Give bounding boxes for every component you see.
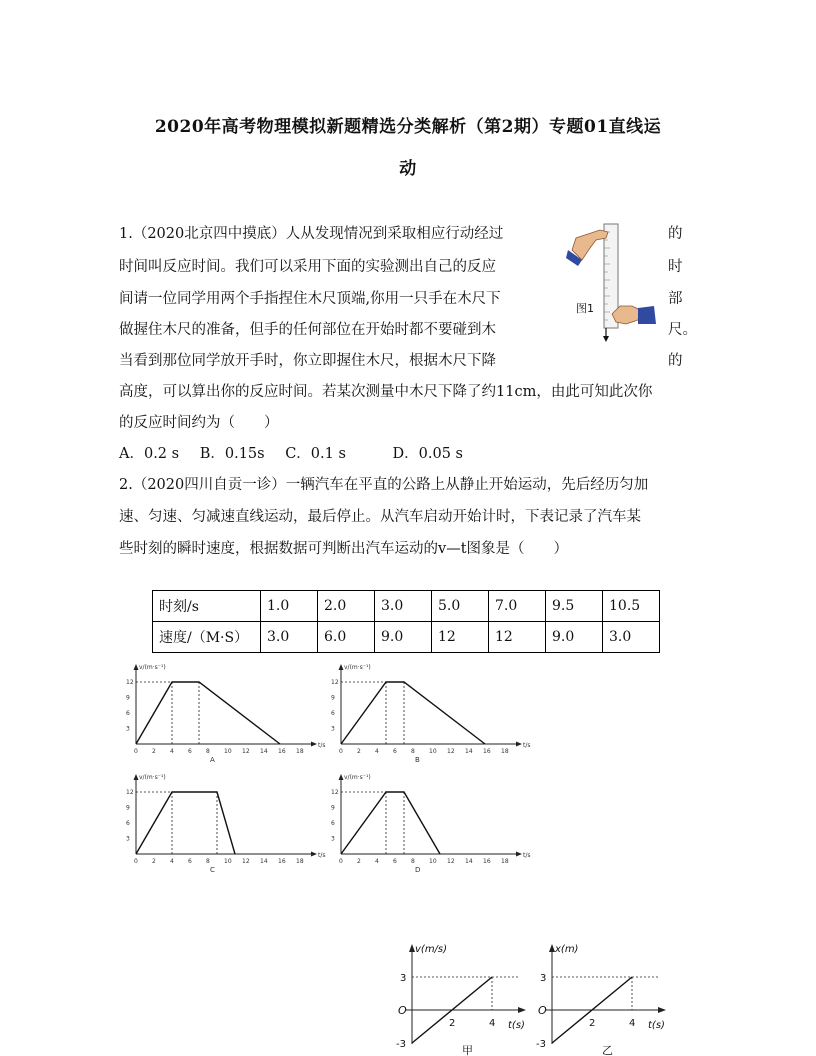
x-axis-arrow [516, 852, 522, 857]
table-cell: 速度/（M·S） [153, 622, 261, 653]
x-axis-label: t/s [318, 742, 326, 749]
origin-label: O [538, 1004, 547, 1017]
table-cell: 1.0 [261, 591, 318, 622]
vt-panel-a [126, 664, 326, 764]
vt-panel-b [331, 664, 531, 764]
table-cell: 10.5 [603, 591, 660, 622]
x-tick-label: 8 [206, 858, 210, 865]
x-axis-arrow [516, 742, 522, 747]
x-axis-label: t/s [523, 852, 531, 859]
x-tick-label: 16 [278, 748, 286, 755]
table-cell: 2.0 [318, 591, 375, 622]
table-cell: 12 [432, 622, 489, 653]
x-tick-label: 4 [170, 858, 174, 865]
y-tick-label: 6 [331, 710, 335, 717]
x-tick-label: 18 [501, 858, 509, 865]
y-tick-label: 12 [126, 789, 134, 796]
x-tick-label: 8 [206, 748, 210, 755]
x-tick-label: 0 [134, 748, 138, 755]
q1-line: 高度，可以算出你的反应时间。若某次测量中木尺下降了约11cm，由此可知此次你 [119, 384, 653, 400]
y-tick-label: -3 [536, 1039, 546, 1050]
y-tick-label: 9 [126, 694, 130, 702]
y-tick-label: 6 [331, 820, 335, 827]
ruler-figure [566, 220, 662, 344]
x-tick-label: 8 [411, 858, 415, 865]
q1-line-end: 部 [668, 291, 683, 307]
x-tick-label: 12 [447, 748, 455, 755]
x-tick-label: 14 [465, 748, 473, 755]
y-axis-label: x(m) [555, 944, 579, 955]
q1-line: 当看到那位同学放开手时，你立即握住木尺，根据木尺下降 [119, 353, 496, 369]
vt-curve [341, 682, 485, 744]
y-axis-label: v/(m·s⁻¹) [344, 664, 371, 671]
x-tick-label: 2 [357, 858, 361, 865]
x-axis-label: t(s) [508, 1020, 525, 1031]
y-axis-arrow [339, 774, 344, 780]
graph-label: 乙 [602, 1044, 613, 1056]
x-tick-label: 18 [501, 748, 509, 755]
x-tick-label: 16 [483, 858, 491, 865]
x-tick-label: 18 [296, 858, 304, 865]
x-tick-label: 10 [429, 858, 437, 865]
x-tick-label: 14 [260, 748, 268, 755]
x-tick-label: 2 [449, 1018, 456, 1029]
x-tick-label: 0 [339, 858, 343, 865]
q1-line-end: 时 [668, 259, 683, 275]
x-tick-label: 0 [134, 858, 138, 865]
x-tick-label: 16 [483, 748, 491, 755]
graph-jia [396, 944, 526, 1056]
vt-panel-d [331, 774, 531, 874]
graph-label: 甲 [462, 1044, 473, 1056]
x-axis-arrow [518, 1007, 526, 1013]
table-cell: 9.5 [546, 591, 603, 622]
y-tick-label: 3 [400, 973, 407, 984]
y-tick-label: 3 [331, 835, 335, 843]
x-axis-arrow [311, 852, 317, 857]
y-axis-label: v/(m·s⁻¹) [344, 774, 371, 781]
y-tick-label: 3 [540, 973, 547, 984]
y-tick-label: -3 [396, 1039, 406, 1050]
q1-options [119, 442, 463, 463]
x-axis-label: t/s [523, 742, 531, 749]
x-tick-label: 12 [242, 858, 250, 865]
x-tick-label: 4 [170, 748, 174, 755]
table-cell: 3.0 [603, 622, 660, 653]
table-cell: 9.0 [546, 622, 603, 653]
option-d[interactable]: D．0.05 s [392, 446, 463, 462]
x-tick-label: 14 [465, 858, 473, 865]
table-cell: 9.0 [375, 622, 432, 653]
x-tick-label: 6 [188, 748, 192, 755]
y-tick-label: 12 [331, 789, 339, 796]
table-cell: 12 [489, 622, 546, 653]
y-tick-label: 12 [331, 679, 339, 686]
y-axis-label: v(m/s) [415, 944, 448, 955]
option-c[interactable]: C．0.1 s [285, 446, 346, 462]
table-cell: 6.0 [318, 622, 375, 653]
vt-graph-options [120, 660, 540, 882]
option-b[interactable]: B．0.15s [199, 446, 265, 462]
x-tick-label: 6 [188, 858, 192, 865]
y-axis-arrow [134, 664, 139, 670]
table-cell: 7.0 [489, 591, 546, 622]
x-tick-label: 10 [224, 858, 232, 865]
q1-line: 做握住木尺的准备，但手的任何部位在开始时都不要碰到木 [119, 322, 496, 338]
x-axis-arrow [658, 1007, 666, 1013]
x-tick-label: 10 [429, 748, 437, 755]
q1-line: 时间叫反应时间。我们可以采用下面的实验测出自己的反应 [119, 259, 496, 275]
y-axis-label: v/(m·s⁻¹) [139, 664, 166, 671]
y-tick-label: 9 [331, 804, 335, 812]
x-tick-label: 0 [339, 748, 343, 755]
document-title: 2020年高考物理模拟新题精选分类解析（第2期）专题01直线运 [154, 117, 662, 137]
panel-label: B [415, 756, 420, 764]
q1-line: 的反应时间约为（ ） [119, 415, 279, 431]
y-tick-label: 6 [126, 710, 130, 717]
y-axis-arrow [134, 774, 139, 780]
q2-line: 速、匀速、匀减速直线运动，最后停止。从汽车启动开始计时，下表记录了汽车某 [119, 509, 641, 525]
x-tick-label: 12 [447, 858, 455, 865]
vt-curve [341, 792, 440, 854]
hand-top [572, 230, 608, 260]
table-cell: 3.0 [375, 591, 432, 622]
document-title-continued: 动 [399, 159, 417, 179]
x-tick-label: 2 [152, 858, 156, 865]
vt-curve [136, 792, 235, 854]
table-cell: 3.0 [261, 622, 318, 653]
q1-line: 间请一位同学用两个手指捏住木尺顶端,你用一只手在木尺下 [119, 291, 501, 307]
y-tick-label: 6 [126, 820, 130, 827]
table-cell: 时刻/s [153, 591, 261, 622]
y-tick-label: 9 [331, 694, 335, 702]
x-tick-label: 18 [296, 748, 304, 755]
table-row [153, 591, 660, 622]
x-tick-label: 16 [278, 858, 286, 865]
table-row [153, 622, 660, 653]
x-axis-label: t/s [318, 852, 326, 859]
y-axis-arrow [339, 664, 344, 670]
x-tick-label: 2 [357, 748, 361, 755]
x-tick-label: 6 [393, 858, 397, 865]
y-tick-label: 12 [126, 679, 134, 686]
x-tick-label: 4 [629, 1018, 636, 1029]
sleeve-bottom [638, 306, 656, 324]
origin-label: O [398, 1004, 407, 1017]
x-tick-label: 2 [152, 748, 156, 755]
bottom-graphs [380, 938, 700, 1056]
figure-label: 图1 [576, 302, 594, 315]
y-axis-label: v/(m·s⁻¹) [139, 774, 166, 781]
y-tick-label: 9 [126, 804, 130, 812]
x-tick-label: 12 [242, 748, 250, 755]
panel-label: D [415, 866, 421, 874]
table-cell: 5.0 [432, 591, 489, 622]
q2-line: 些时刻的瞬时速度，根据数据可判断出汽车运动的v—t图象是（ ） [119, 541, 569, 557]
q1-line-end: 的 [668, 353, 683, 369]
vt-curve [136, 682, 280, 744]
speed-table [152, 590, 660, 653]
y-tick-label: 3 [126, 725, 130, 733]
vt-panel-c [126, 774, 326, 874]
q2-line: 2.（2020四川自贡一诊）一辆汽车在平直的公路上从静止开始运动，先后经历匀加 [119, 477, 649, 493]
x-tick-label: 10 [224, 748, 232, 755]
panel-label: A [210, 756, 215, 764]
x-axis-arrow [311, 742, 317, 747]
x-tick-label: 8 [411, 748, 415, 755]
graph-yi [536, 944, 666, 1056]
x-tick-label: 4 [375, 858, 379, 865]
x-tick-label: 6 [393, 748, 397, 755]
option-a[interactable]: A．0.2 s [119, 446, 180, 462]
q1-line-end: 的 [668, 226, 683, 242]
x-tick-label: 4 [489, 1018, 496, 1029]
q1-line-end: 尺。 [668, 322, 697, 338]
x-tick-label: 4 [375, 748, 379, 755]
y-tick-label: 3 [331, 725, 335, 733]
y-tick-label: 3 [126, 835, 130, 843]
panel-label: C [210, 866, 215, 874]
x-tick-label: 14 [260, 858, 268, 865]
x-tick-label: 2 [589, 1018, 596, 1029]
q1-line: 1.（2020北京四中摸底）人从发现情况到采取相应行动经过 [119, 226, 504, 242]
x-axis-label: t(s) [648, 1020, 665, 1031]
